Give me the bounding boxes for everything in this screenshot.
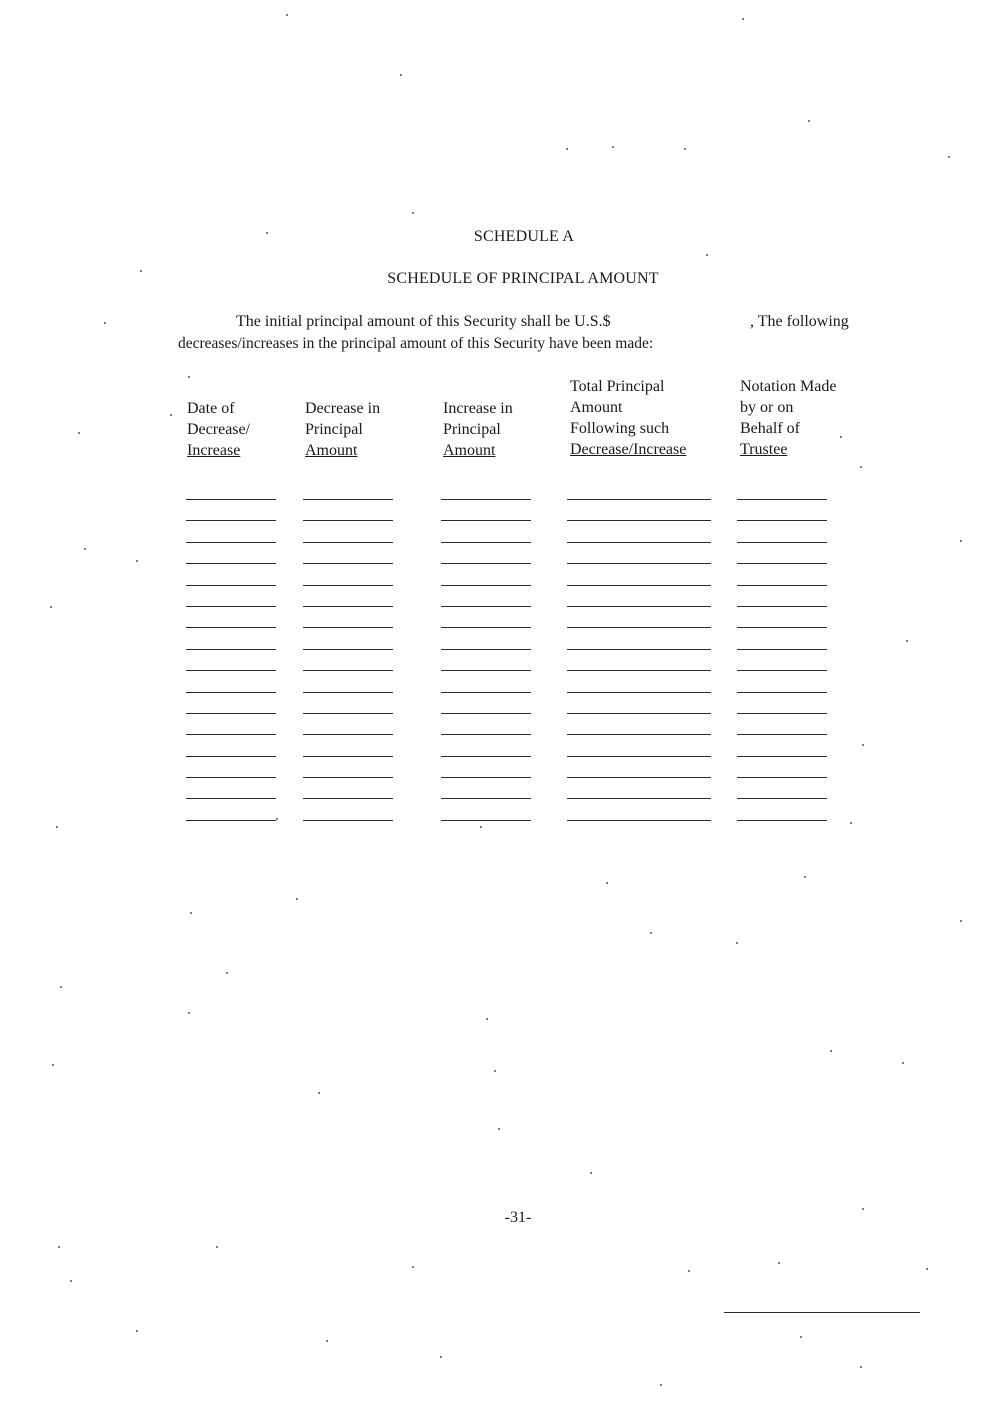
noise-speck: [590, 1172, 592, 1174]
noise-speck: [612, 146, 614, 148]
noise-speck: [400, 74, 402, 76]
noise-speck: [902, 1062, 904, 1064]
schedule-subtitle: SCHEDULE OF PRINCIPAL AMOUNT: [387, 270, 659, 287]
entry-column-increase: [441, 488, 531, 821]
column-header-line: Increase in: [443, 400, 513, 417]
noise-speck: [190, 912, 192, 914]
blank-entry-line: [737, 488, 827, 500]
blank-entry-line: [737, 616, 827, 628]
noise-speck: [804, 876, 806, 878]
noise-speck: [800, 1336, 802, 1338]
noise-speck: [808, 120, 810, 122]
blank-entry-line: [303, 488, 393, 500]
blank-entry-line: [737, 809, 827, 821]
noise-speck: [216, 1246, 218, 1248]
noise-speck: [412, 1266, 414, 1268]
noise-speck: [56, 826, 58, 828]
column-header-line: Date of: [187, 400, 235, 417]
noise-speck: [140, 270, 142, 272]
noise-speck: [778, 1262, 780, 1264]
noise-speck: [840, 436, 842, 438]
column-header-total: [570, 376, 686, 460]
blank-entry-line: [441, 809, 531, 821]
blank-entry-line: [303, 745, 393, 757]
blank-entry-line: [567, 595, 711, 607]
noise-speck: [688, 1270, 690, 1272]
noise-speck: [480, 826, 482, 828]
blank-entry-line: [441, 488, 531, 500]
blank-entry-line: [303, 809, 393, 821]
noise-speck: [830, 1050, 832, 1052]
noise-speck: [78, 432, 80, 434]
intro-text-line2: decreases/increases in the principal amount of this Security have been made:: [178, 335, 654, 352]
blank-entry-line: [186, 552, 276, 564]
noise-speck: [440, 1356, 442, 1358]
noise-speck: [50, 606, 52, 608]
column-header-line: Total Principal: [570, 378, 665, 395]
column-header-underlined: Decrease/Increase: [570, 441, 687, 458]
blank-entry-line: [303, 723, 393, 735]
blank-entry-line: [441, 745, 531, 757]
blank-entry-line: [441, 681, 531, 693]
blank-entry-line: [567, 723, 711, 735]
noise-speck: [736, 942, 738, 944]
blank-entry-line: [303, 638, 393, 650]
entry-column-decrease: [303, 488, 393, 821]
column-header-line: Principal: [443, 421, 501, 438]
blank-entry-line: [567, 809, 711, 821]
noise-speck: [906, 640, 908, 642]
noise-speck: [606, 882, 608, 884]
column-header-underlined: Increase: [187, 442, 241, 459]
noise-speck: [926, 1268, 928, 1270]
noise-speck: [742, 18, 744, 20]
intro-text-start: The initial principal amount of this Security shall be U.S.$: [236, 313, 611, 330]
blank-entry-line: [186, 745, 276, 757]
noise-speck: [188, 1012, 190, 1014]
blank-entry-line: [567, 766, 711, 778]
blank-entry-line: [303, 552, 393, 564]
blank-entry-line: [303, 595, 393, 607]
blank-entry-line: [737, 552, 827, 564]
noise-speck: [850, 822, 852, 824]
noise-speck: [52, 1064, 54, 1066]
blank-entry-line: [186, 659, 276, 671]
blank-entry-line: [303, 681, 393, 693]
blank-entry-line: [737, 766, 827, 778]
noise-speck: [684, 148, 686, 150]
blank-entry-line: [186, 531, 276, 543]
blank-entry-line: [567, 531, 711, 543]
blank-entry-line: [441, 659, 531, 671]
blank-entry-line: [737, 787, 827, 799]
column-header-line: Principal: [305, 421, 363, 438]
entry-column-date: [186, 488, 276, 821]
blank-entry-line: [567, 574, 711, 586]
noise-speck: [188, 376, 190, 378]
noise-speck: [862, 744, 864, 746]
noise-speck: [296, 898, 298, 900]
column-header-underlined: Amount: [443, 442, 496, 459]
blank-entry-line: [567, 702, 711, 714]
noise-speck: [860, 466, 862, 468]
blank-entry-line: [186, 574, 276, 586]
blank-entry-line: [567, 488, 711, 500]
blank-entry-line: [303, 702, 393, 714]
blank-entry-line: [186, 616, 276, 628]
blank-entry-line: [186, 809, 276, 821]
noise-speck: [960, 920, 962, 922]
blank-entry-line: [303, 616, 393, 628]
column-header-line: Notation Made: [740, 378, 837, 395]
column-header-line: Following such: [570, 420, 670, 437]
column-header-line: Behalf of: [740, 420, 800, 437]
noise-speck: [412, 212, 414, 214]
blank-entry-line: [567, 552, 711, 564]
noise-speck: [650, 932, 652, 934]
blank-entry-line: [441, 531, 531, 543]
blank-entry-line: [567, 509, 711, 521]
entry-column-notation: [737, 488, 827, 821]
noise-speck: [566, 148, 568, 150]
blank-entry-line: [737, 531, 827, 543]
blank-entry-line: [441, 574, 531, 586]
noise-speck: [266, 232, 268, 234]
blank-entry-line: [186, 509, 276, 521]
noise-speck: [276, 818, 278, 820]
column-header-line: Amount: [570, 399, 623, 416]
column-header-line: by or on: [740, 399, 794, 416]
noise-speck: [960, 540, 962, 542]
noise-speck: [136, 1330, 138, 1332]
intro-text-end: , The following: [750, 313, 849, 330]
blank-entry-line: [303, 659, 393, 671]
blank-entry-line: [737, 595, 827, 607]
blank-entry-line: [567, 787, 711, 799]
blank-entry-line: [567, 616, 711, 628]
blank-entry-line: [186, 488, 276, 500]
column-header-notation: [740, 376, 836, 460]
column-header-underlined: Trustee: [740, 441, 788, 458]
column-header-line: Decrease in: [305, 400, 381, 417]
blank-entry-line: [441, 595, 531, 607]
blank-entry-line: [441, 552, 531, 564]
blank-entry-line: [186, 681, 276, 693]
blank-entry-line: [441, 616, 531, 628]
noise-speck: [948, 156, 950, 158]
noise-speck: [70, 1280, 72, 1282]
blank-entry-line: [567, 659, 711, 671]
column-header-line: Decrease/: [187, 421, 251, 438]
noise-speck: [84, 548, 86, 550]
page-number: -31-: [504, 1209, 532, 1226]
noise-speck: [58, 1246, 60, 1248]
blank-entry-line: [737, 509, 827, 521]
noise-speck: [486, 1018, 488, 1020]
blank-entry-line: [737, 659, 827, 671]
blank-entry-line: [737, 745, 827, 757]
blank-entry-line: [737, 723, 827, 735]
noise-speck: [136, 560, 138, 562]
blank-entry-line: [737, 681, 827, 693]
column-header-increase: [443, 398, 513, 461]
noise-speck: [498, 1128, 500, 1130]
blank-entry-line: [737, 638, 827, 650]
noise-speck: [326, 1340, 328, 1342]
noise-speck: [494, 1070, 496, 1072]
blank-entry-line: [186, 766, 276, 778]
column-header-decrease: [305, 398, 380, 461]
noise-speck: [226, 972, 228, 974]
noise-speck: [706, 254, 708, 256]
blank-entry-line: [303, 509, 393, 521]
blank-entry-line: [303, 574, 393, 586]
blank-entry-line: [303, 531, 393, 543]
noise-speck: [104, 322, 106, 324]
schedule-title: SCHEDULE A: [473, 228, 575, 245]
blank-entry-line: [186, 702, 276, 714]
noise-speck: [60, 986, 62, 988]
noise-speck: [286, 14, 288, 16]
blank-entry-line: [737, 574, 827, 586]
column-header-underlined: Amount: [305, 442, 358, 459]
blank-entry-line: [737, 702, 827, 714]
footer-rule: [724, 1312, 920, 1313]
blank-entry-line: [567, 681, 711, 693]
blank-entry-line: [441, 723, 531, 735]
noise-speck: [170, 414, 172, 416]
blank-entry-line: [441, 787, 531, 799]
blank-entry-line: [441, 702, 531, 714]
noise-speck: [660, 1384, 662, 1386]
blank-entry-line: [441, 638, 531, 650]
blank-entry-line: [441, 509, 531, 521]
noise-speck: [862, 1208, 864, 1210]
blank-entry-line: [303, 787, 393, 799]
entry-column-total: [567, 488, 711, 821]
noise-speck: [860, 1366, 862, 1368]
blank-entry-line: [186, 638, 276, 650]
blank-entry-line: [441, 766, 531, 778]
blank-entry-line: [303, 766, 393, 778]
blank-entry-line: [567, 638, 711, 650]
column-header-date: [187, 398, 250, 461]
blank-entry-line: [186, 723, 276, 735]
noise-speck: [318, 1092, 320, 1094]
blank-entry-line: [567, 745, 711, 757]
blank-entry-line: [186, 787, 276, 799]
blank-entry-line: [186, 595, 276, 607]
